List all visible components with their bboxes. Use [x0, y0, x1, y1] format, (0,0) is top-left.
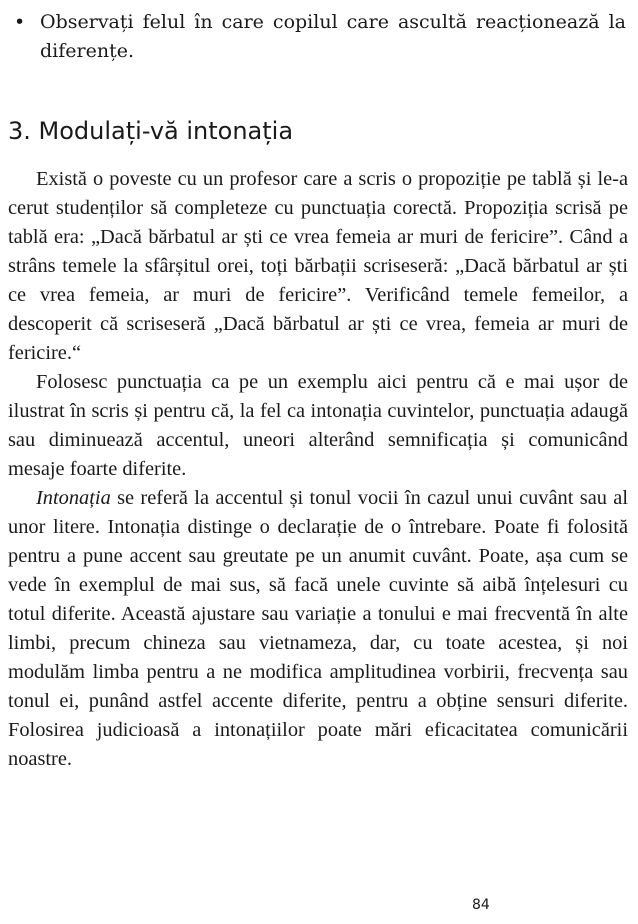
paragraph-text: se referă la accentul și tonul vocii în cazul unui cuvânt sau al unor litere. Intonația distinge o declarație de o întrebare. Poate fi folosită pentru a pune accent sau greutate pe un anumit cuvânt. Poate, așa cum se vede în exemplul de mai sus, să facă unele cuvinte să aibă înțelesuri cu totul diferite. Această ajustare sau variație a tonului e mai frecventă în alte limbi, precum chineza sau vietnameza, dar, cu toate acestea, și noi modulăm limba pentru a ne modifica amplitudinea vorbirii, frecvența sau tonul ei, punând astfel accente diferite, pentru a obține sensuri diferite. Folosirea judicioasă a intonațiilor poate mări eficacitatea comunicării noastre. — [8, 487, 628, 770]
paragraph-punctuation — [8, 368, 628, 484]
italic-term: Intonația — [36, 487, 111, 509]
paragraph-text: Folosesc punctuația ca pe un exemplu aici pentru că e mai ușor de ilustrat în scris și pentru că, la fel ca intonația cuvintelor, punctuația adaugă sau diminuează accentul, uneori alterând semnificația și comunicând mesaje foarte diferite. — [8, 371, 628, 480]
bullet-dot-icon: • — [14, 11, 26, 33]
paragraph-story — [8, 165, 628, 368]
bullet-item — [14, 8, 626, 66]
bullet-text: Observați felul în care copilul care ascultă reacționează la diferențe. — [40, 11, 626, 62]
paragraph-text: Există o poveste cu un profesor care a scris o propoziție pe tablă și le-a cerut studenților să completeze cu punctuația corectă. Propoziția scrisă pe tablă era: „Dacă bărbatul ar ști ce vrea femeia ar muri de fericire”. Când a strâns temele la sfârșitul orei, toți bărbații scriseseră: „Dacă bărbatul ar ști ce vrea femeia, ar muri de fericire”. Verificând temele femeilor, a descoperit că scriseseră „Dacă bărbatul ar ști ce vrea, femeia ar muri de fericire.“ — [8, 168, 628, 364]
section-heading: 3. Modulați-vă intonația — [8, 117, 294, 145]
paragraph-intonation — [8, 484, 628, 774]
page-number: 84 — [472, 897, 490, 913]
body-text — [8, 165, 628, 774]
